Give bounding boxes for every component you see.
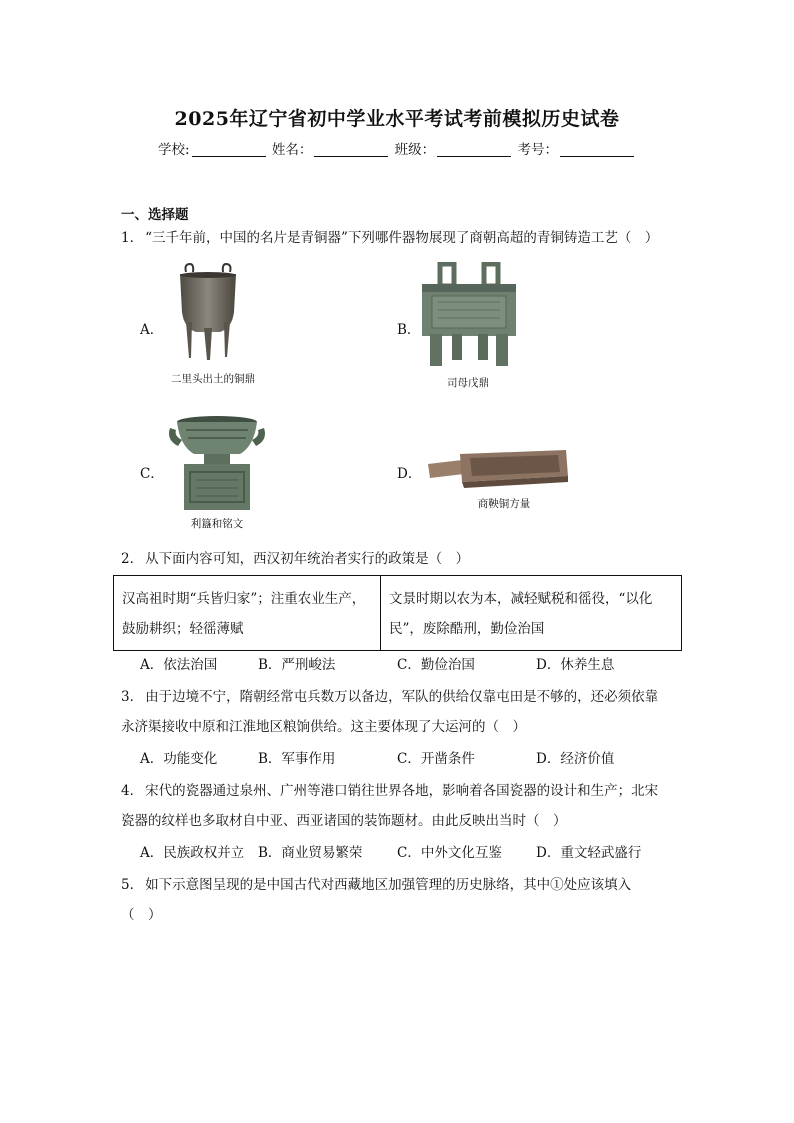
exam-no-blank[interactable] <box>560 142 634 157</box>
question-5 <box>121 870 631 930</box>
question-1 <box>121 223 658 253</box>
question-number: 2． <box>121 551 144 567</box>
question-3 <box>121 682 658 742</box>
name-label: 姓名： <box>271 142 313 158</box>
option-b[interactable]: B．严刑峻法 <box>258 657 336 673</box>
option-d-label: D． <box>397 466 422 482</box>
shang-yang-measure-image <box>426 446 570 490</box>
option-c[interactable]: C．开凿条件 <box>397 751 475 767</box>
table-cell-right: 文景时期以农为本，减轻赋税和徭役，“以化民”，废除酷刑，勤俭治国 <box>381 576 682 651</box>
option-a[interactable]: A．民族政权并立 <box>140 845 245 861</box>
option-b[interactable]: B．商业贸易繁荣 <box>258 845 363 861</box>
question-text-line2: 瓷器的纹样也多取材自中亚、西亚诸国的装饰题材。由此反映出当时（ ） <box>121 813 567 829</box>
question-text-line2: （ ） <box>121 907 162 923</box>
question-number: 3． <box>121 689 144 705</box>
option-a[interactable]: A．依法治国 <box>140 657 218 673</box>
option-c-caption: 利簋和铭文 <box>190 518 244 530</box>
question-2 <box>121 544 469 574</box>
option-c[interactable]: C．中外文化互鉴 <box>397 845 502 861</box>
option-d[interactable]: D．重文轻武盛行 <box>536 845 642 861</box>
question-text-line1: 宋代的瓷器通过泉州、广州等港口销往世界各地，影响着各国瓷器的设计和生产；北宋 <box>145 783 659 799</box>
exam-no-label: 考号： <box>517 142 558 158</box>
option-a-label: A． <box>140 322 164 338</box>
question-4 <box>121 776 658 836</box>
option-c-label: C． <box>140 466 164 482</box>
option-d[interactable]: D．休养生息 <box>536 657 615 673</box>
question-text: 从下面内容可知，西汉初年统治者实行的政策是（ ） <box>145 551 470 567</box>
question-text-line2: 永济渠接收中原和江淮地区粮饷供给。这主要体现了大运河的（ ） <box>121 719 526 735</box>
page-title: 2025年辽宁省初中学业水平考试考前模拟历史试卷 <box>174 108 620 130</box>
table-cell-left: 汉高祖时期“兵皆归家”；注重农业生产，鼓励耕织；轻徭薄赋 <box>114 576 381 651</box>
question-number: 1． <box>121 230 144 246</box>
option-c[interactable]: C．勤俭治国 <box>397 657 475 673</box>
question-2-options <box>140 653 614 673</box>
student-info-line <box>0 138 794 158</box>
section-title: 一、选择题 <box>121 207 189 223</box>
option-d[interactable]: D．经济价值 <box>536 751 615 767</box>
class-blank[interactable] <box>437 142 511 157</box>
class-label: 班级： <box>394 142 436 158</box>
school-label: 学校: <box>158 142 190 158</box>
option-b-caption: 司母戊鼎 <box>447 377 489 389</box>
question-text-line1: 如下示意图呈现的是中国古代对西藏地区加强管理的历史脉络，其中①处应该填入 <box>145 877 632 893</box>
simuwu-ding-image <box>418 262 520 370</box>
option-d-caption: 商鞅铜方量 <box>477 498 531 510</box>
question-3-options <box>140 747 614 767</box>
question-text-line1: 由于边境不宁，隋朝经常屯兵数万以备边，军队的供给仅靠屯田是不够的，还必须依靠 <box>145 689 659 705</box>
question-2-table <box>113 575 682 651</box>
option-b[interactable]: B．军事作用 <box>258 751 336 767</box>
option-a[interactable]: A．功能变化 <box>140 751 218 767</box>
question-4-options <box>140 841 641 861</box>
erlitou-ding-image <box>172 262 244 362</box>
option-a-caption: 二里头出土的铜鼎 <box>171 373 255 385</box>
name-blank[interactable] <box>314 142 388 157</box>
question-text: “三千年前，中国的名片是青铜器”下列哪件器物展现了商朝高超的青铜铸造工艺（ ） <box>145 230 659 246</box>
question-number: 4． <box>121 783 144 799</box>
option-b-label: B． <box>397 322 421 338</box>
question-number: 5． <box>121 877 144 893</box>
school-blank[interactable] <box>192 142 266 157</box>
li-gui-image <box>164 410 270 514</box>
